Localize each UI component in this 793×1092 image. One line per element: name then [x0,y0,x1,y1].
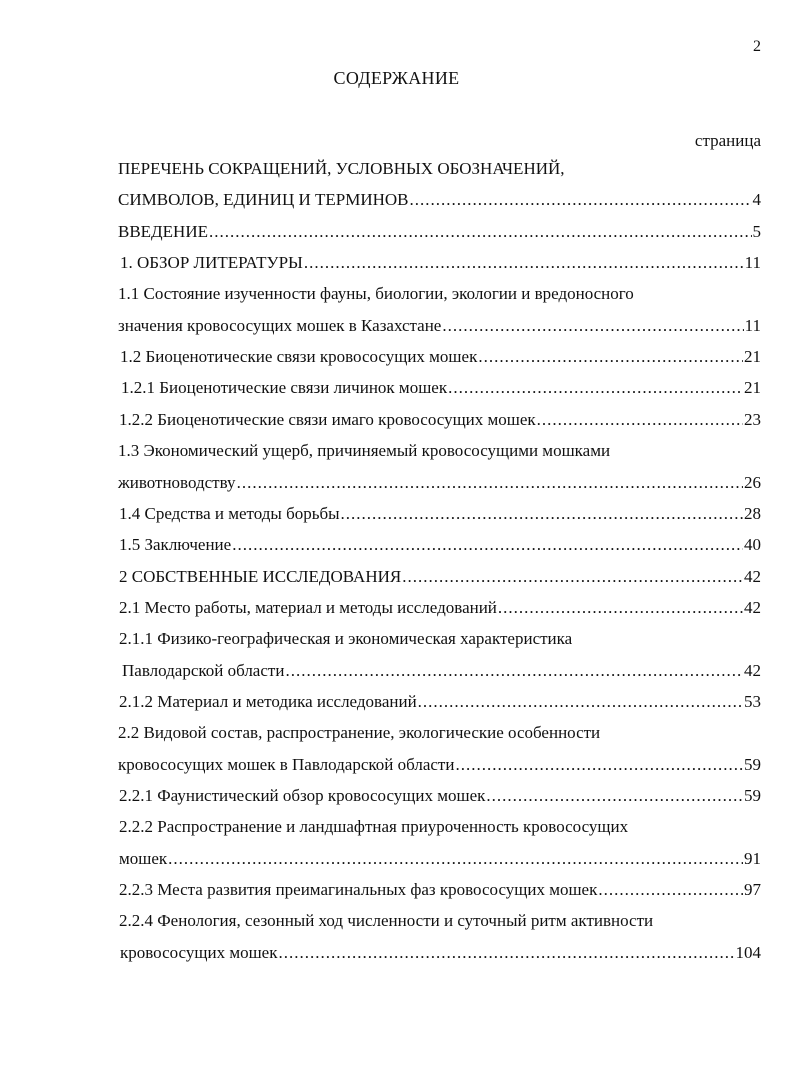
toc-entry-text: 2.2.4 Фенология, сезонный ход численности и суточный ритм активности [119,911,654,931]
toc-entry-page: 21 [744,378,761,398]
toc-entry-text: 2.1 Место работы, материал и методы исследований [119,597,497,617]
toc-entry [118,471,761,495]
toc-entry-text: 2.2.3 Места развития преимагинальных фаз кровососущих мошек [119,880,598,900]
toc-leader-dots [410,188,752,212]
toc-entry [119,784,761,808]
toc-entry [118,753,761,777]
toc-leader-dots [237,471,743,495]
toc-entry [118,282,761,306]
toc-entry-text: 2.2.2 Распространение и ландшафтная приуроченность кровососущих [119,817,629,837]
toc-entry-page: 11 [744,315,761,335]
toc-entry-page: 28 [744,503,761,523]
toc-entry [119,878,761,902]
toc-entry-page: 59 [744,754,761,774]
toc-entry [119,690,761,714]
toc-entry-page: 97 [744,880,761,900]
toc-entry-text: 1. ОБЗОР ЛИТЕРАТУРЫ [120,253,303,273]
toc-leader-dots [478,345,743,369]
toc-leader-dots [232,533,743,557]
toc-leader-dots [278,941,734,965]
toc-entry-text: значения кровососущих мошек в Казахстане [118,315,442,335]
toc-entry-page: 42 [744,566,761,586]
toc-leader-dots [486,784,743,808]
toc-entry-text: 2.2.1 Фаунистический обзор кровососущих мошек [119,786,486,805]
toc-entry-text: 1.1 Состояние изученности фауны, биологии, экологии и вредоносного [118,284,634,304]
toc-entry-page: 59 [744,786,761,805]
toc-leader-dots [537,408,743,432]
page-column-label: страница [694,131,761,150]
toc-entry-text: СИМВОЛОВ, ЕДИНИЦ И ТЕРМИНОВ [118,190,409,210]
toc-entry-text: 1.5 Заключение [119,535,232,555]
toc-entry [118,157,761,181]
toc-entry-page: 42 [744,660,761,680]
toc-entry-text: 1.2.1 Биоценотические связи личинок мошек [121,378,448,398]
toc-leader-dots [168,847,743,871]
page-number: 2 [753,38,761,55]
toc-leader-dots [341,502,743,526]
toc-entry-page: 5 [752,221,761,241]
toc-entry-page: 11 [744,253,761,273]
toc-entry-page: 91 [744,848,761,868]
toc-entry-text: Павлодарской области [122,660,285,680]
toc-entry [121,376,761,400]
toc-entry-page: 53 [744,691,761,711]
toc-entry-text: 1.2.2 Биоценотические связи имаго кровососущих мошек [119,409,536,429]
toc-entry [119,565,761,589]
toc-entry [119,408,761,432]
toc-entry [119,533,761,557]
toc-leader-dots [498,596,743,620]
toc-entry-text: мошек [119,848,168,868]
toc-entry-text: 2 СОБСТВЕННЫЕ ИССЛЕДОВАНИЯ [119,566,402,586]
toc-leader-dots [442,314,743,338]
toc-entry-page: 23 [744,409,761,429]
toc-leader-dots [598,878,743,902]
toc-entry-text: ПЕРЕЧЕНЬ СОКРАЩЕНИЙ, УСЛОВНЫХ ОБОЗНАЧЕНИЙ, [118,159,565,178]
toc-entry [118,188,761,212]
toc-entry-page: 40 [744,535,761,555]
toc-entry [120,251,761,275]
toc-entry [118,721,761,745]
toc-entry-text: ВВЕДЕНИЕ [118,221,208,241]
toc-leader-dots [448,376,743,400]
toc-entry [119,815,761,839]
toc-entry [119,502,761,526]
page-title: СОДЕРЖАНИЕ [333,68,460,88]
toc-entry-text: 2.2 Видовой состав, распространение, экологические особенности [118,723,601,743]
toc-entry [118,439,761,463]
toc-leader-dots [304,251,744,275]
toc-entry-text: животноводству [118,472,236,492]
toc-entry [120,345,761,369]
toc-leader-dots [285,659,743,683]
toc-entry-text: 1.3 Экономический ущерб, причиняемый кровососущими мошками [118,441,611,461]
toc-entry [119,596,761,620]
toc-entry [119,627,761,651]
toc-entry-page: 104 [735,942,761,962]
toc-entry-text: 1.4 Средства и методы борьбы [119,503,340,523]
toc-entry-text: 1.2 Биоценотические связи кровососущих мошек [120,347,478,367]
toc-entry [118,220,761,244]
toc-entry [118,314,761,338]
toc-entry-text: кровососущих мошек в Павлодарской области [118,754,455,774]
toc-entry-text: кровососущих мошек [120,942,278,962]
toc-entry-page: 21 [744,347,761,367]
toc-entry-text: 2.1.1 Физико-географическая и экономическая характеристика [119,629,573,649]
toc-entry-page: 42 [744,597,761,617]
toc-entry [122,659,761,683]
toc-entry-page: 4 [752,190,761,210]
toc-entry-page: 26 [744,472,761,492]
toc-leader-dots [209,220,752,244]
toc-entry-text: 2.1.2 Материал и методика исследований [119,691,417,711]
toc-leader-dots [402,565,743,589]
toc-leader-dots [418,690,743,714]
toc-entry [120,941,761,965]
toc-leader-dots [455,753,743,777]
toc-entry [119,909,761,933]
toc-entry [119,847,761,871]
